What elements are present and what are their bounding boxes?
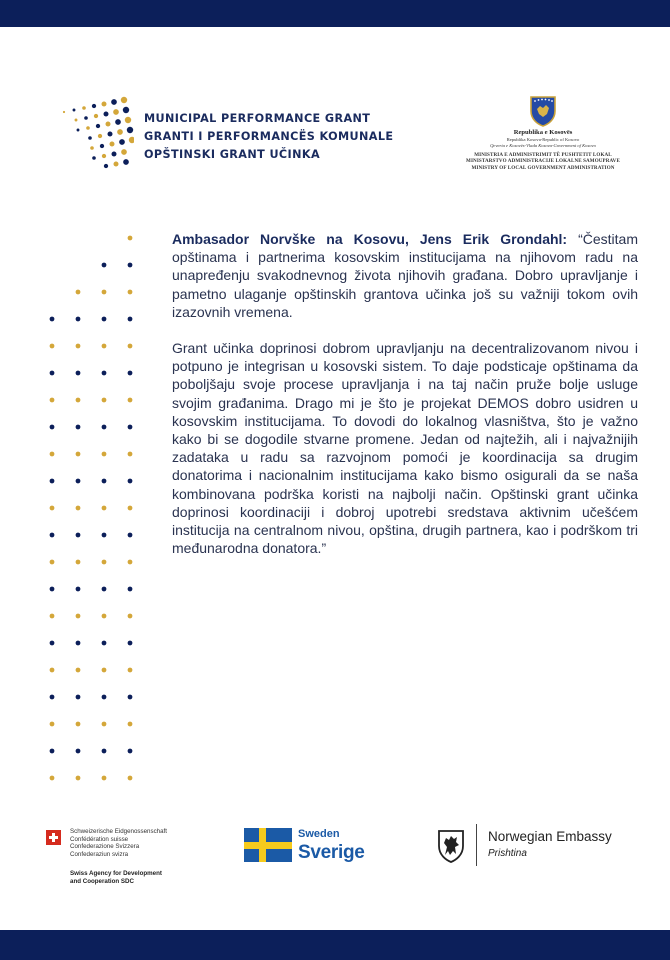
kosovo-government: Qeveria e Kosovës-Vlada Kosova-Government of Kosovo: [490, 143, 596, 148]
swiss-sdc-name: [70, 870, 162, 886]
kosovo-subtitle: Republika Kosova-Republic of Kosovo: [506, 137, 580, 142]
swedish-flag-icon: [244, 828, 292, 862]
ministry-line-sq: MINISTRIA E ADMINISTRIMIT TË PUSHTETIT LOKAL: [474, 152, 612, 158]
swiss-name-it: Confederazione Svizzera: [70, 843, 140, 851]
sweden-label-en: Sweden: [298, 828, 340, 840]
swiss-name-rm: Confederaziun svizra: [70, 850, 129, 858]
speaker-name: Ambasador Norvške na Kosovu, Jens Erik Grondahl:: [172, 231, 568, 247]
quote-part-1: “Čestitam opštinama i partnerima kosovskim institucijama na njihovom radu na unapređenju svakodnevnog života njihovih građana. Dobro upravljanje i pametno ulaganje opštinskih grantova učinka još su važniji tokom ovih izazovnih vremena.: [172, 231, 638, 320]
norwegian-embassy-logo: [436, 824, 636, 868]
embassy-city: Prishtina: [488, 848, 527, 859]
embassy-name: Norwegian Embassy: [488, 829, 612, 844]
sweden-label-sv: Sverige: [298, 842, 365, 863]
statement-paragraph-1: [172, 230, 638, 321]
kosovo-ministry-logo: [462, 95, 624, 171]
swiss-name-fr: Confédération suisse: [70, 835, 129, 843]
kosovo-coat-of-arms-icon: [529, 95, 557, 127]
program-title-en: MUNICIPAL PERFORMANCE GRANT: [144, 112, 371, 125]
statement-text: [172, 230, 638, 575]
bottom-banner-bar: [0, 930, 670, 960]
kosovo-title: Republika e Kosovës: [513, 129, 573, 136]
program-title-sr: OPŠTINSKI GRANT UČINKA: [144, 148, 321, 161]
ministry-line-en: MINISTRY OF LOCAL GOVERNMENT ADMINISTRATION: [471, 164, 615, 171]
statement-paragraph-2: Grant učinka doprinosi dobrom upravljanju na decentralizovanom nivou i potpuno je integrisan u kosovski sistem. To daje podsticaje opštinama da poboljšaju svoje procese upravljanja i na taj način pruže bolje usluge svojim građanima. Drago mi je što je projekat DEMOS dobro usidren u kosovskim institucijama. To dovodi do lokalnog vlasništva, što je važno kako bi se dogodile stvarne promene. Jedan od najtežih, ali i najvažnijih zadataka u radu sa razvojnom pomoći je koordinacija sa drugim donatorima i nacionalnim institucijama kako bismo osigurali da se naša kombinovana podrška koristi na najbolji način. Opštinski grant učinka doprinosi koordinaciji i dobroj upotrebi sredstava aktivnim učešćem institucija na centralnom nivou, opština, drugih partnera, kao i podrškom tri međunarodna donatora.”: [172, 340, 638, 557]
program-titles: [144, 110, 393, 164]
embassy-divider: [476, 824, 477, 866]
ministry-line-sr: MINISTARSTVO ADMINISTRACIJE LOKALNE SAMOUPRAVE: [466, 158, 620, 165]
swiss-cross-icon: [46, 830, 61, 845]
swiss-confederation-names: [70, 828, 167, 858]
program-title-sq: GRANTI I PERFORMANCËS KOMUNALE: [144, 130, 394, 143]
norwegian-lion-icon: [436, 828, 466, 864]
sweden-logo: [244, 826, 384, 866]
decorative-dot-pattern: [0, 0, 150, 960]
swiss-name-de: Schweizerische Eidgenossenschaft: [70, 828, 167, 835]
sdc-line-1: Swiss Agency for Development: [70, 870, 162, 877]
sdc-line-2: and Cooperation SDC: [70, 878, 134, 885]
